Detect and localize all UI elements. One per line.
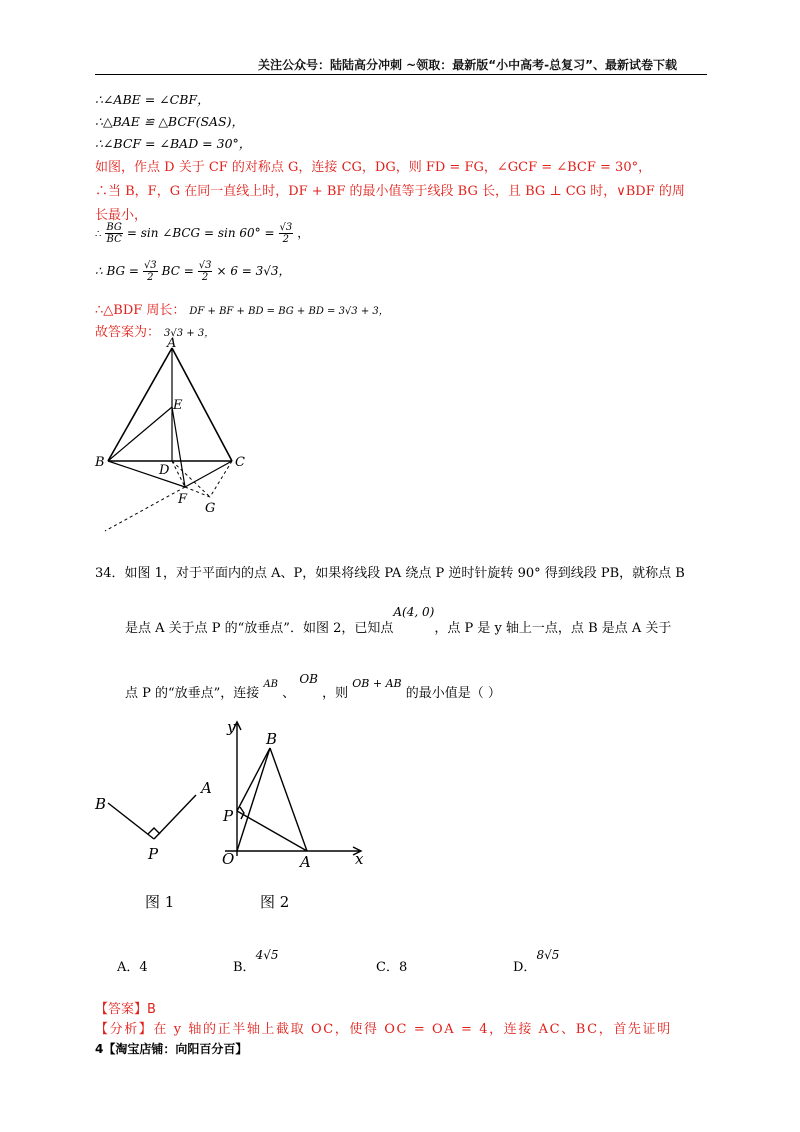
question-text-3a: 点 P 的“放垂点”，连接 xyxy=(125,686,260,701)
segment-ob xyxy=(237,748,270,851)
solution-line-9 xyxy=(95,299,389,318)
choice-c[interactable] xyxy=(376,956,407,975)
question-line-2 xyxy=(125,605,672,636)
solution-line-8-mid: BC = xyxy=(161,264,194,278)
segment-bf xyxy=(108,461,185,487)
then-text: ，则 xyxy=(322,686,349,701)
fraction-denominator: BC xyxy=(106,234,122,245)
fig2-label-p: P xyxy=(223,807,234,825)
figure-2 xyxy=(215,718,375,868)
segment-ab xyxy=(108,348,172,461)
fig1-label-p: P xyxy=(148,845,159,863)
question-text-2b: ，点 P 是 y 轴上一点，点 B 是点 A 关于 xyxy=(434,621,672,636)
label-a: A xyxy=(167,336,177,351)
fig2-label-x: x xyxy=(355,850,364,868)
fraction-numerator: √3 xyxy=(198,260,212,271)
fraction-numerator: √3 xyxy=(279,222,293,233)
fig2-label-a: A xyxy=(300,853,311,868)
choice-value: 4 xyxy=(139,960,148,975)
sum-expression: OB + AB xyxy=(352,677,402,690)
solution-line-1: ∴∠ABE = ∠CBF， xyxy=(95,92,210,107)
answer-label: 故答案为： xyxy=(95,325,161,340)
solution-line-5: ∴当 B，F，G 在同一直线上时，DF + BF 的最小值等于线段 BG 长，且 BG ⊥ CG 时，∨BDF 的周 xyxy=(95,184,685,199)
segment-ob-text: OB xyxy=(299,672,318,686)
choice-value: 8√5 xyxy=(536,948,560,962)
triangle-figure xyxy=(90,335,260,535)
figure-1-caption: 图 1 xyxy=(145,893,175,911)
solution-line-2: ∴△BAE ≌ △BCF(SAS)， xyxy=(95,114,244,129)
solution-line-8 xyxy=(95,260,291,283)
solution-line-4: 如图，作点 D 关于 CF 的对称点 G，连接 CG，DG，则 FD = FG，∠GCF = ∠BCF = 30°， xyxy=(95,160,652,175)
answer-label: 【答案】 xyxy=(95,1002,148,1017)
perimeter-expression: DF + BF + BD = BG + BD = 3√3 + 3， xyxy=(189,306,389,317)
fig2-label-o: O xyxy=(222,850,235,868)
choice-key: C． xyxy=(376,960,399,975)
fraction-numerator: √3 xyxy=(143,260,157,271)
question-line-1 xyxy=(95,562,685,581)
choice-key: B． xyxy=(233,960,256,975)
analysis-line xyxy=(95,1018,672,1037)
figure-1 xyxy=(88,775,228,865)
solution-line-3: ∴∠BCF = ∠BAD = 30°， xyxy=(95,136,252,151)
point-a-coord: A(4, 0) xyxy=(393,605,435,619)
fraction-numerator: BG xyxy=(106,222,122,233)
label-b: B xyxy=(95,455,105,470)
fraction-denominator: 2 xyxy=(282,234,290,245)
label-g: G xyxy=(205,501,216,516)
question-line-3 xyxy=(125,672,501,701)
segment-fg-dashed xyxy=(185,487,210,497)
fraction-denominator: 2 xyxy=(147,272,154,283)
choice-key: D． xyxy=(513,960,537,975)
choice-value: 8 xyxy=(398,960,408,975)
right-angle-marker xyxy=(148,828,160,834)
answer-value: 3√3 + 3， xyxy=(164,328,215,339)
dashed-extension xyxy=(105,487,185,531)
label-c: C xyxy=(235,455,245,470)
solution-line-7: ∴ $\frac{BG}{BC}$ = sin ∠BCG = sin 60° = $\frac{√3}{2}$ ， xyxy=(95,222,310,245)
fraction-1 xyxy=(143,260,158,283)
question-text-1: 如图 1，对于平面内的点 A、P，如果将线段 PA 绕点 P 逆时针旋转 90° 得到线段 PB，就称点 B xyxy=(124,566,685,581)
solution-line-7-mid: = sin ∠BCG = sin 60° = xyxy=(126,226,275,240)
fraction-denominator: 2 xyxy=(201,272,209,283)
segment-ab xyxy=(270,748,307,851)
analysis-label: 【分析】 xyxy=(95,1022,154,1037)
fraction-bg-bc xyxy=(105,222,123,245)
fig2-label-y: y xyxy=(227,718,236,736)
choice-key: A． xyxy=(117,960,140,975)
fig1-label-b: B xyxy=(95,795,107,813)
choice-d[interactable] xyxy=(513,948,560,975)
segment-be xyxy=(108,407,172,461)
figure-2-caption: 图 2 xyxy=(260,893,290,911)
answer-line xyxy=(95,998,156,1017)
question-number: 34． xyxy=(95,566,125,581)
separator: 、 xyxy=(282,686,296,701)
question-text-3b: 的最小值是（ ） xyxy=(405,686,501,701)
header-rule xyxy=(95,74,707,75)
question-text-2a: 是点 A 关于点 P 的“放垂点”．如图 2，已知点 xyxy=(125,621,394,636)
segment-ab-text: AB xyxy=(263,679,279,690)
label-d: D xyxy=(159,463,170,478)
solution-line-6: 长最小， xyxy=(95,208,148,223)
choice-b[interactable] xyxy=(233,948,279,975)
fraction-root3-over-2 xyxy=(279,222,294,245)
perimeter-label: ∴△BDF 周长： xyxy=(95,303,186,318)
choice-value: 4√5 xyxy=(255,948,279,962)
fig2-label-b: B xyxy=(266,730,278,748)
fraction-2 xyxy=(198,260,213,283)
segment-pa xyxy=(154,795,196,839)
segment-pb xyxy=(108,803,154,839)
page-header: 关注公众号：陆陆高分冲刺 ~领取：最新版“小中高考-总复习”、最新试卷下载 xyxy=(258,58,677,72)
analysis-text: 在 y 轴的正半轴上截取 OC，使得 OC = OA = 4，连接 AC、BC，首先证明 xyxy=(153,1022,672,1037)
label-e: E xyxy=(173,398,183,413)
answer-value: B xyxy=(147,1002,156,1017)
label-f: F xyxy=(178,492,188,507)
solution-line-8-post: × 6 = 3√3， xyxy=(216,264,291,278)
segment-cf xyxy=(185,461,232,487)
fig1-label-a: A xyxy=(201,779,212,797)
solution-line-8-pre: ∴ BG = xyxy=(95,264,139,278)
page-footer: 4【淘宝店铺：向阳百分百】 xyxy=(95,1042,248,1056)
choice-a[interactable] xyxy=(117,956,148,975)
segment-ef xyxy=(172,407,185,487)
segment-pa xyxy=(237,811,307,851)
